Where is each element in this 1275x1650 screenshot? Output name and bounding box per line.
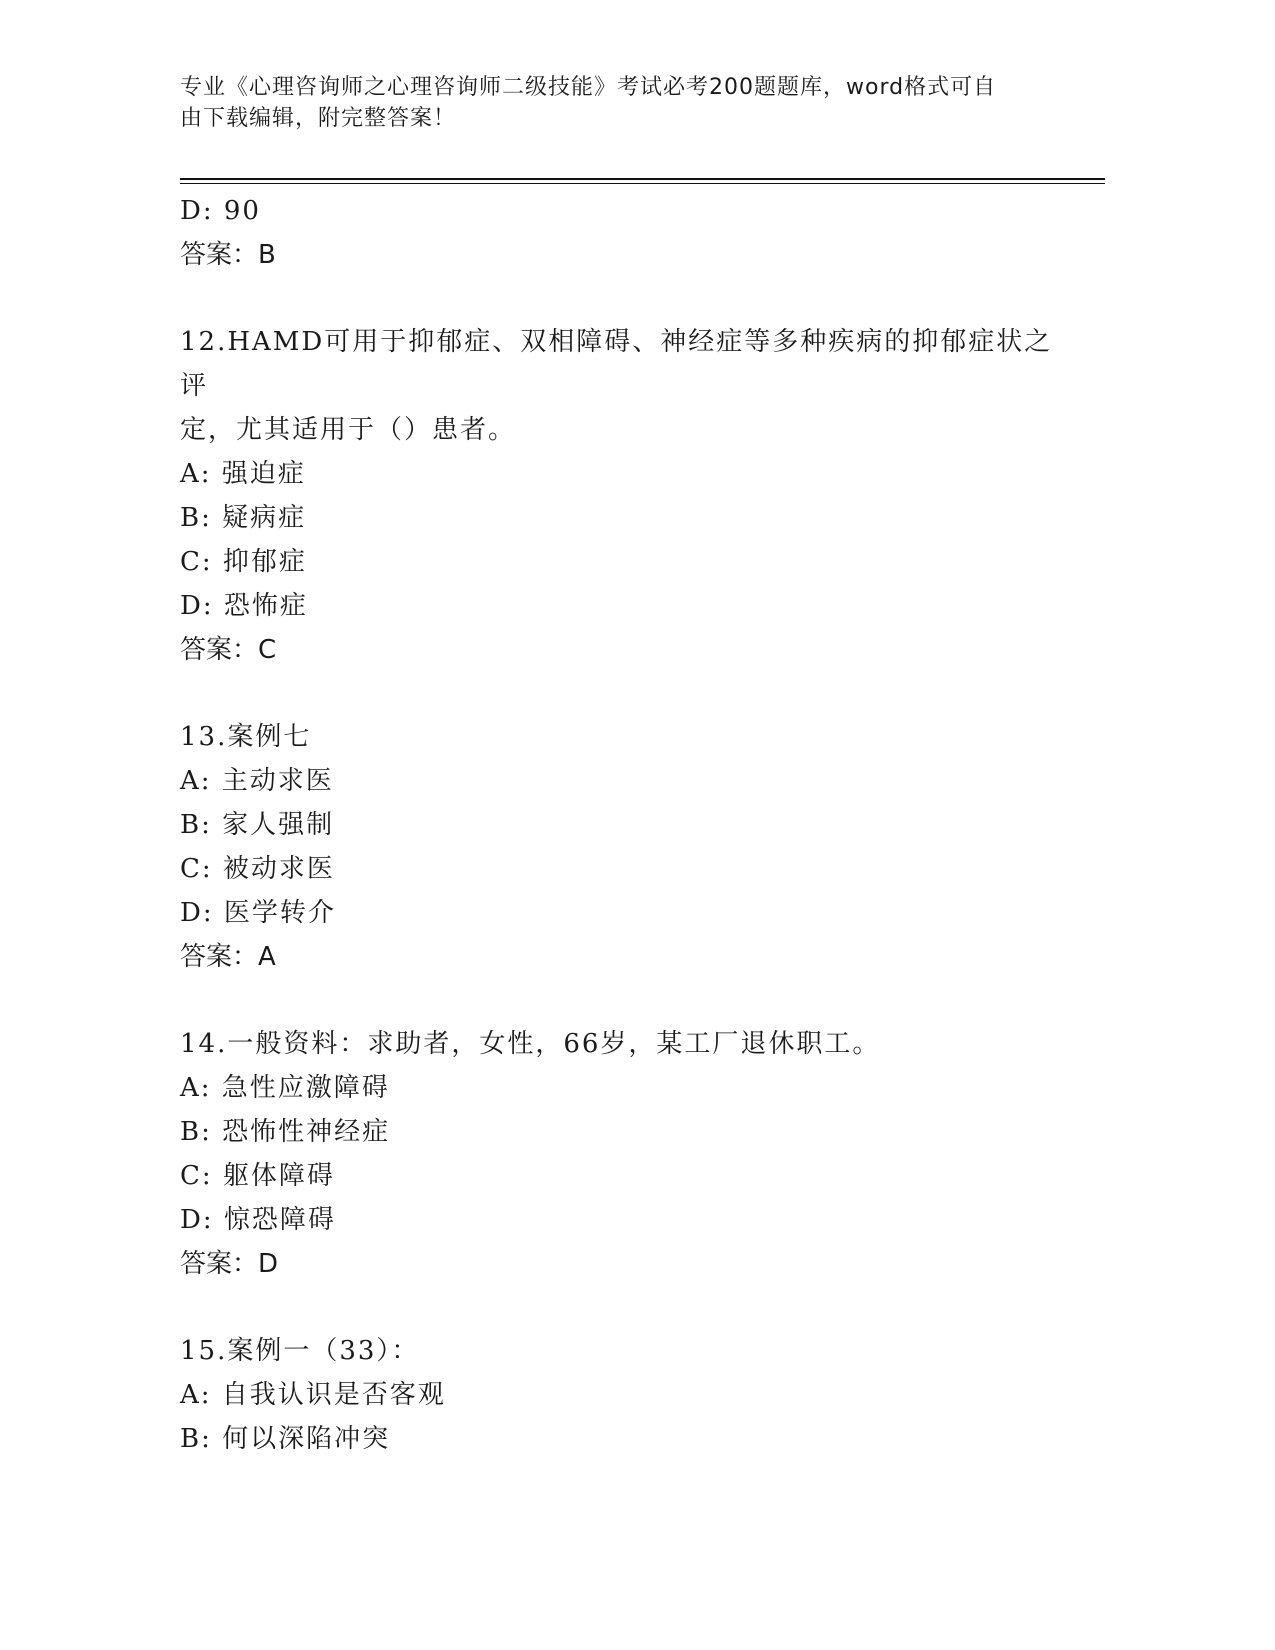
answer-line: 答案：D (180, 1249, 279, 1279)
header-divider-thick (180, 178, 1105, 180)
answer-line: 答案：C (180, 635, 277, 665)
question-text: 14.一般资料：求助者，女性，66岁，某工厂退休职工。 (180, 1029, 881, 1059)
question-text: 13.案例七 (180, 722, 312, 752)
header-line-1: 专业《心理咨询师之心理咨询师二级技能》考试必考200题题库，word格式可自 (180, 75, 997, 100)
option-c: C: 被动求医 (180, 854, 335, 884)
question-11-tail (180, 189, 1060, 277)
option-c: C: 抑郁症 (180, 547, 307, 577)
question-14 (180, 1022, 1060, 1286)
option-d: D: 医学转介 (180, 898, 336, 928)
question-text-line-1: 12.HAMD可用于抑郁症、双相障碍、神经症等多种疾病的抑郁症状之评 (180, 327, 1053, 401)
header-line-2: 由下载编辑，附完整答案！ (180, 106, 457, 131)
question-15 (180, 1329, 1060, 1461)
option-b: B: 家人强制 (180, 810, 335, 840)
answer-line: 答案：A (180, 942, 276, 972)
question-text (180, 320, 1060, 452)
option-a: A: 强迫症 (180, 459, 306, 489)
option-b: B: 何以深陷冲突 (180, 1424, 391, 1454)
question-12 (180, 320, 1060, 672)
option-d: D: 90 (180, 196, 261, 226)
question-list (180, 189, 1060, 1461)
answer-line: 答案：B (180, 240, 276, 270)
option-d: D: 惊恐障碍 (180, 1205, 336, 1235)
option-a: A: 主动求医 (180, 766, 334, 796)
question-text-line-2: 定，尤其适用于（）患者。 (180, 415, 517, 445)
option-a: A: 自我认识是否客观 (180, 1380, 446, 1410)
option-b: B: 恐怖性神经症 (180, 1117, 391, 1147)
document-header (180, 72, 1060, 134)
option-c: C: 躯体障碍 (180, 1161, 335, 1191)
option-d: D: 恐怖症 (180, 591, 308, 621)
option-a: A: 急性应激障碍 (180, 1073, 390, 1103)
question-13 (180, 715, 1060, 979)
question-text: 15.案例一（33）： (180, 1336, 420, 1366)
header-divider-thin (180, 183, 1105, 184)
option-b: B: 疑病症 (180, 503, 307, 533)
